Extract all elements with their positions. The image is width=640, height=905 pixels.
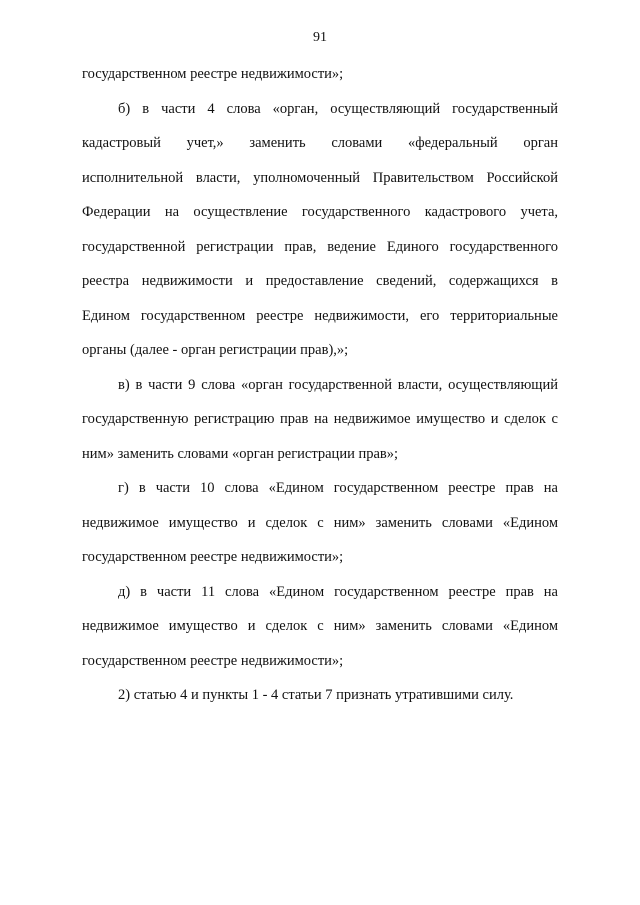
paragraph-continuation <box>82 57 558 92</box>
text-line: Едином государственном реестре недвижимости, его территориальные <box>82 307 558 324</box>
text-line: государственной регистрации прав, ведение Единого государственного <box>82 238 558 255</box>
paragraph-item-v <box>82 368 558 472</box>
text-line: недвижимое имущество и сделок с ним» заменить словами «Едином <box>82 514 558 531</box>
text-line: недвижимое имущество и сделок с ним» заменить словами «Едином <box>82 618 558 634</box>
text-line: д) в части 11 слова «Едином государственном реестре прав на <box>118 583 558 600</box>
document-body <box>82 57 558 713</box>
text-line: г) в части 10 слова «Едином государственном реестре прав на <box>118 480 558 496</box>
paragraph-item-g <box>82 471 558 575</box>
text-line: б) в части 4 слова «орган, осуществляющий государственный <box>118 100 558 117</box>
paragraph-item-2 <box>82 678 558 713</box>
paragraph-item-b <box>82 92 558 368</box>
text-line: 2) статью 4 и пункты 1 - 4 статьи 7 признать утратившими силу. <box>118 687 514 703</box>
text-line: государственную регистрацию прав на недвижимое имущество и сделок с <box>82 411 558 427</box>
text-line: в) в части 9 слова «орган государственной власти, осуществляющий <box>118 376 558 393</box>
text-line: государственном реестре недвижимости»; <box>82 549 344 565</box>
page-number: 91 <box>313 30 327 45</box>
text-line: ним» заменить словами «орган регистрации прав»; <box>82 445 399 462</box>
paragraph-item-d <box>82 575 558 679</box>
text-line: государственном реестре недвижимости»; <box>82 66 344 82</box>
text-line: кадастровый учет,» заменить словами «федеральный орган <box>82 135 558 151</box>
text-line: государственном реестре недвижимости»; <box>82 652 344 669</box>
text-line: органы (далее - орган регистрации прав),»; <box>82 342 349 358</box>
text-line: реестра недвижимости и предоставление сведений, содержащихся в <box>82 273 558 289</box>
text-line: Федерации на осуществление государственного кадастрового учета, <box>82 204 558 220</box>
text-line: исполнительной власти, уполномоченный Правительством Российской <box>82 169 558 186</box>
